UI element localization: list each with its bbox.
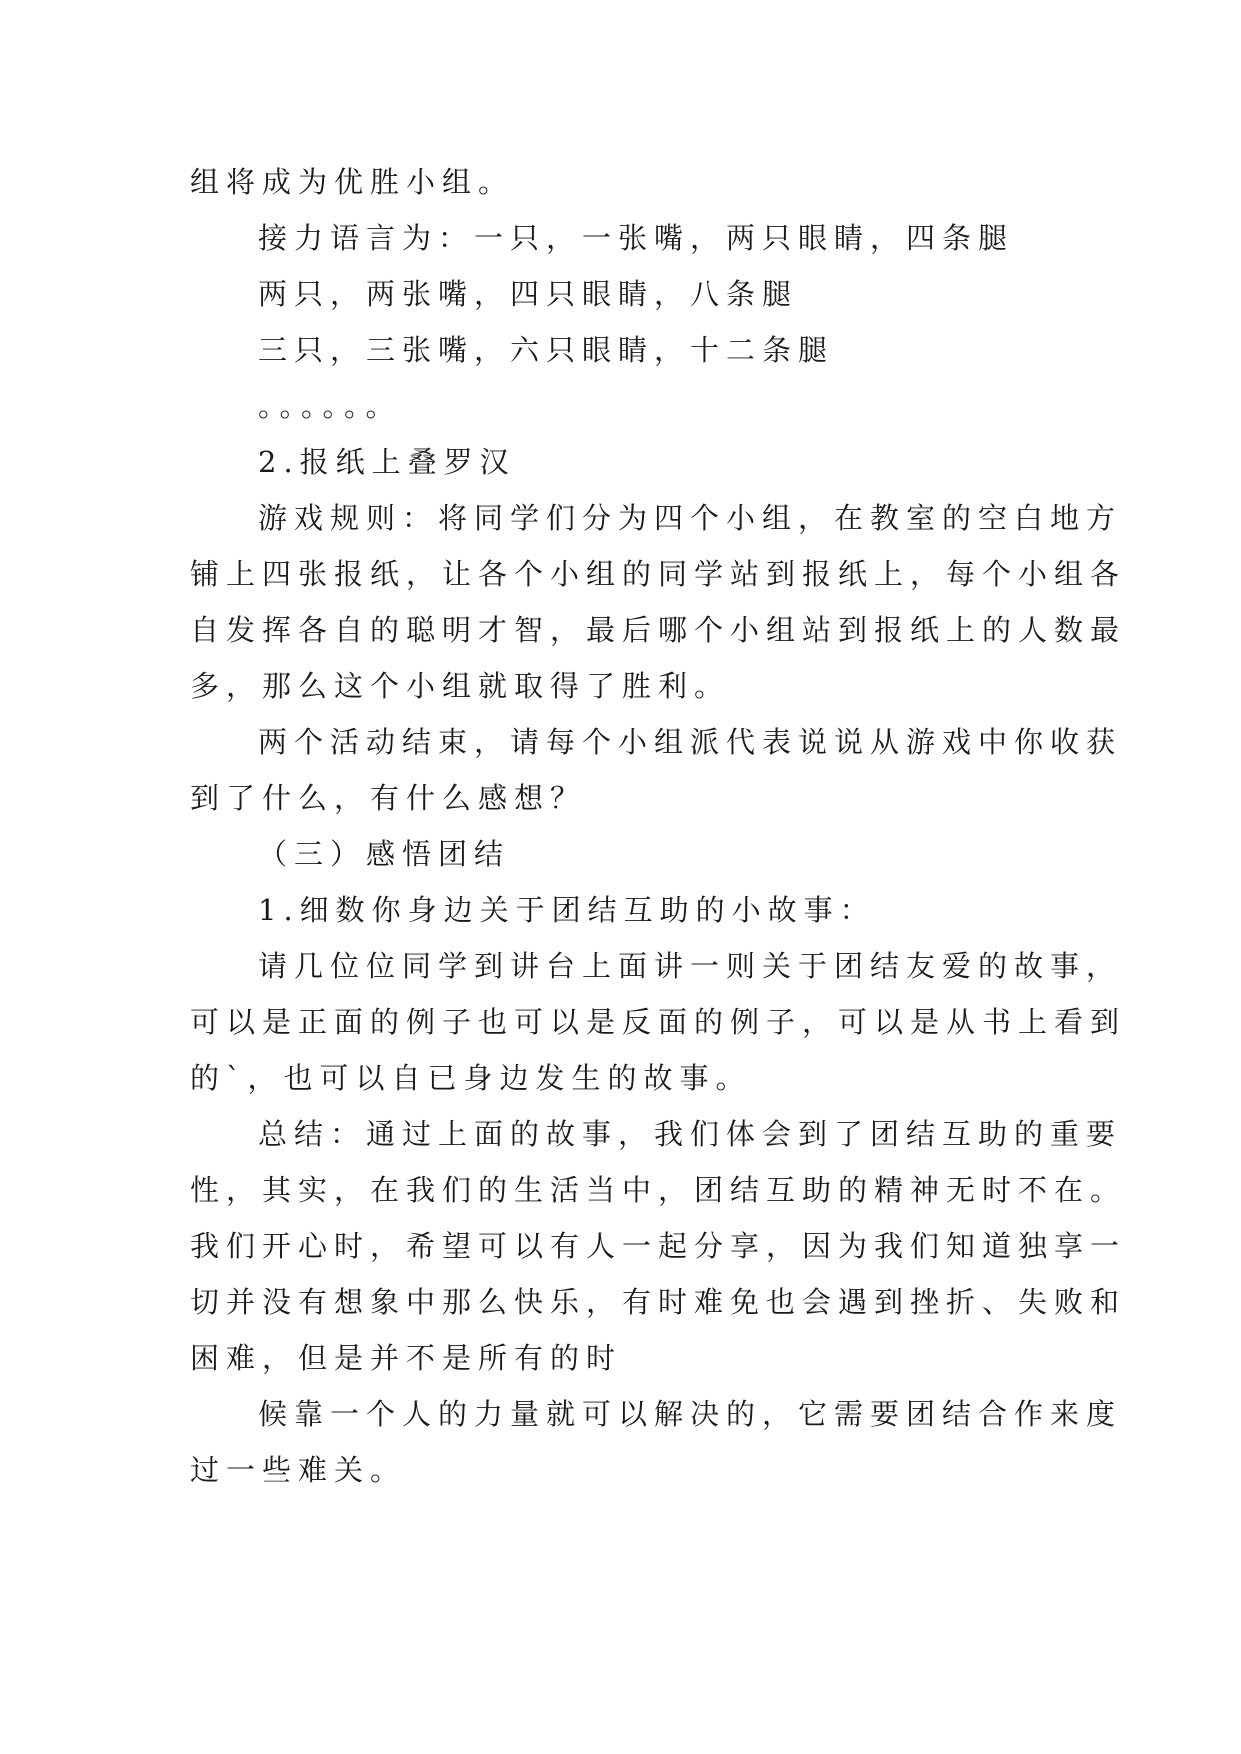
text-line: 可以是正面的例子也可以是反面的例子，可以是从书上看到 xyxy=(190,1005,1127,1039)
text-line: 多，那么这个小组就取得了胜利。 xyxy=(190,669,731,703)
text-line: 两个活动结束，请每个小组派代表说说从游戏中你收获 xyxy=(258,725,1123,759)
text-line: 接力语言为：一只，一张嘴，两只眼睛，四条腿 xyxy=(258,221,1015,255)
text-line: 1.细数你身边关于团结互助的小故事： xyxy=(258,893,876,927)
text-line: 三只，三张嘴，六只眼睛，十二条腿 xyxy=(258,333,835,367)
text-line: 自发挥各自的聪明才智，最后哪个小组站到报纸上的人数最 xyxy=(190,613,1127,647)
text-line: 铺上四张报纸，让各个小组的同学站到报纸上，每个小组各 xyxy=(190,557,1127,591)
text-line: 困难，但是并不是所有的时 xyxy=(190,1341,623,1375)
text-line: 过一些难关。 xyxy=(190,1453,407,1487)
text-line: 候靠一个人的力量就可以解决的，它需要团结合作来度 xyxy=(258,1397,1123,1431)
text-line: 2.报纸上叠罗汉 xyxy=(258,445,516,479)
text-line: 的`，也可以自已身边发生的故事。 xyxy=(190,1061,752,1095)
text-line: 两只，两张嘴，四只眼睛，八条腿 xyxy=(258,277,799,311)
text-line: （三）感悟团结 xyxy=(258,837,511,871)
text-line: 性，其实，在我们的生活当中，团结互助的精神无时不在。 xyxy=(190,1173,1127,1207)
text-line: 切并没有想象中那么快乐，有时难免也会遇到挫折、失败和 xyxy=(190,1285,1127,1319)
text-line: 总结：通过上面的故事，我们体会到了团结互助的重要 xyxy=(258,1117,1123,1151)
text-line: 组将成为优胜小组。 xyxy=(190,165,515,199)
text-line: 到了什么，有什么感想？ xyxy=(190,781,587,815)
text-line: 我们开心时，希望可以有人一起分享，因为我们知道独享一 xyxy=(190,1229,1127,1263)
text-line: 请几位位同学到讲台上面讲一则关于团结友爱的故事， xyxy=(258,949,1123,983)
text-line: 。。。。。。 xyxy=(258,389,402,423)
text-line: 游戏规则：将同学们分为四个小组，在教室的空白地方 xyxy=(258,501,1123,535)
